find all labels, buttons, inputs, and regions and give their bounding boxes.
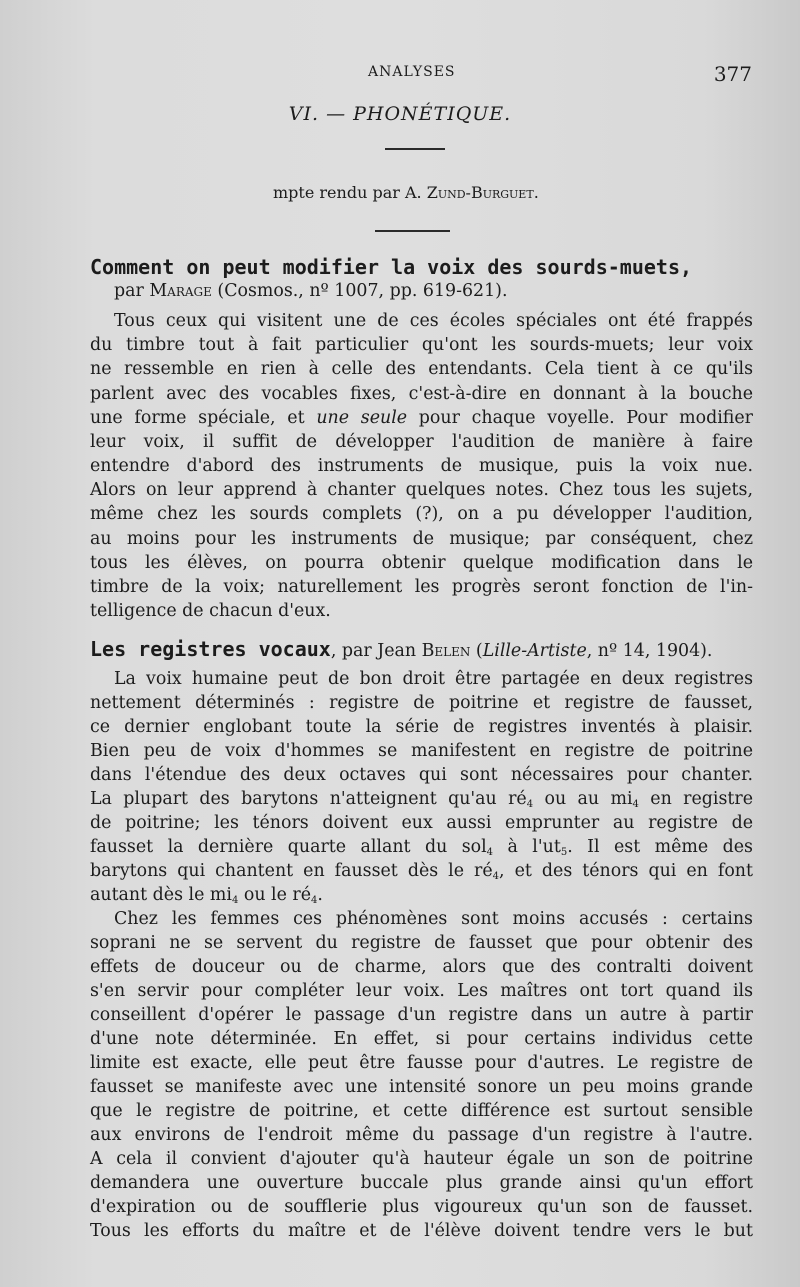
section-title: VI. — PHONÉTIQUE. [288, 103, 512, 125]
article-title-text: Les registres vocaux [90, 637, 331, 661]
text-line: au moins pour les instruments de musique; par conséquent, chez [90, 529, 753, 549]
text-line: effets de douceur ou de charme, alors que des contralti doivent [90, 957, 753, 977]
text-line: ce dernier englobant toute la série de registres inventés à plaisir. [90, 717, 753, 737]
text-line: demandera une ouverture buccale plus grande ainsi qu'un effort [90, 1173, 753, 1193]
credit-author: Zund-Burguet [426, 183, 534, 202]
text-line: fausset la dernière quarte allant du sol$_4$ à $l'ut_5$. Il est même des [90, 837, 753, 858]
text-line: limite est exacte, elle peut être fausse pour d'autres. Le registre de [90, 1053, 753, 1073]
text-line: ne ressemble en rien à celle des entendants. Cela tient à ce qu'ils [90, 359, 753, 379]
text-line: s'en servir pour compléter leur voix. Les maîtres ont tort quand ils [90, 981, 753, 1001]
text-line: du timbre tout à fait particulier qu'ont les sourds-muets; leur voix [90, 335, 753, 355]
text-line: nettement déterminés : registre de poitrine et registre de fausset, [90, 693, 753, 713]
text-line: de poitrine; les ténors doivent eux aussi emprunter au registre de [90, 813, 753, 833]
text-line: même chez les sourds complets (?), on a pu développer l'audition, [90, 504, 753, 524]
text-line: fausset se manifeste avec une intensité sonore un peu moins grande [90, 1077, 753, 1097]
divider-rule [375, 230, 450, 232]
text-line: telligence de chacun d'eux. [90, 601, 331, 621]
review-credit [273, 183, 539, 202]
divider-rule [385, 148, 445, 150]
article-title: Les registres vocaux, par Jean Belen (Lille-Artiste, nº 14, 1904). [90, 637, 713, 661]
credit-prefix: mpte rendu par A. [273, 183, 427, 202]
article-title-text: Comment on peut modifier la voix des sourds-muets, [90, 255, 693, 279]
text-line: aux environs de l'endroit même du passage d'un registre à l'autre. [90, 1125, 753, 1145]
text-line: entendre d'abord des instruments de musique, puis la voix nue. [90, 456, 753, 476]
text-line: d'expiration ou de soufflerie plus vigoureux qu'un son de fausset. [90, 1197, 753, 1217]
text-line: La voix humaine peut de bon droit être partagée en deux registres [114, 669, 753, 689]
credit-suffix: . [533, 183, 539, 202]
text-line: que le registre de poitrine, et cette différence est surtout sensible [90, 1101, 753, 1121]
text-line: barytons qui chantent en fausset dès le $ré_4$, et des ténors qui en font [90, 861, 753, 882]
text-line: autant dès le $mi_4$ ou le $ré_4$. [90, 885, 323, 906]
article-title [90, 255, 753, 281]
article-byline: par Marage (Cosmos., nº 1007, pp. 619-621). [114, 281, 508, 301]
running-title: ANALYSES [368, 64, 456, 80]
text-line: timbre de la voix; naturellement les progrès seront fonction de l'in- [90, 577, 753, 597]
text-line: tous les élèves, on pourra obtenir quelque modification dans le [90, 553, 753, 573]
text-line: Chez les femmes ces phénomènes sont moins accusés : certains [114, 909, 753, 929]
text-line: dans l'étendue des deux octaves qui sont nécessaires pour chanter. [90, 765, 753, 785]
running-head [0, 62, 800, 86]
text-line: leur voix, il suffit de développer l'audition de manière à faire [90, 432, 753, 452]
text-line: Bien peu de voix d'hommes se manifestent en registre de poitrine [90, 741, 753, 761]
text-line: soprani ne se servent du registre de fausset que pour obtenir des [90, 933, 753, 953]
text-line: parlent avec des vocables fixes, c'est-à-dire en donnant à la bouche [90, 384, 753, 404]
text-line: Tous ceux qui visitent une de ces écoles spéciales ont été frappés [114, 311, 753, 331]
byline-author: Marage [149, 281, 212, 301]
text-line: une forme spéciale, et une seule pour chaque voyelle. Pour modifier [90, 408, 753, 428]
text-line: conseillent d'opérer le passage d'un registre dans un autre à partir [90, 1005, 753, 1025]
text-line: d'une note déterminée. En effet, si pour certains individus cette [90, 1029, 753, 1049]
byline-author: Belen [421, 641, 471, 661]
text-line: A cela il convient d'ajouter qu'à hauteur égale un son de poitrine [90, 1149, 753, 1169]
text-line: Tous les efforts du maître et de l'élève doivent tendre vers le but [90, 1221, 753, 1241]
text-line: Alors on leur apprend à chanter quelques notes. Chez tous les sujets, [90, 480, 753, 500]
page-number: 377 [713, 62, 752, 86]
text-line: La plupart des barytons n'atteignent qu'au $ré_4$ ou au $mi_4$ en registre [90, 789, 753, 810]
byline-journal: Lille-Artiste [482, 641, 587, 661]
